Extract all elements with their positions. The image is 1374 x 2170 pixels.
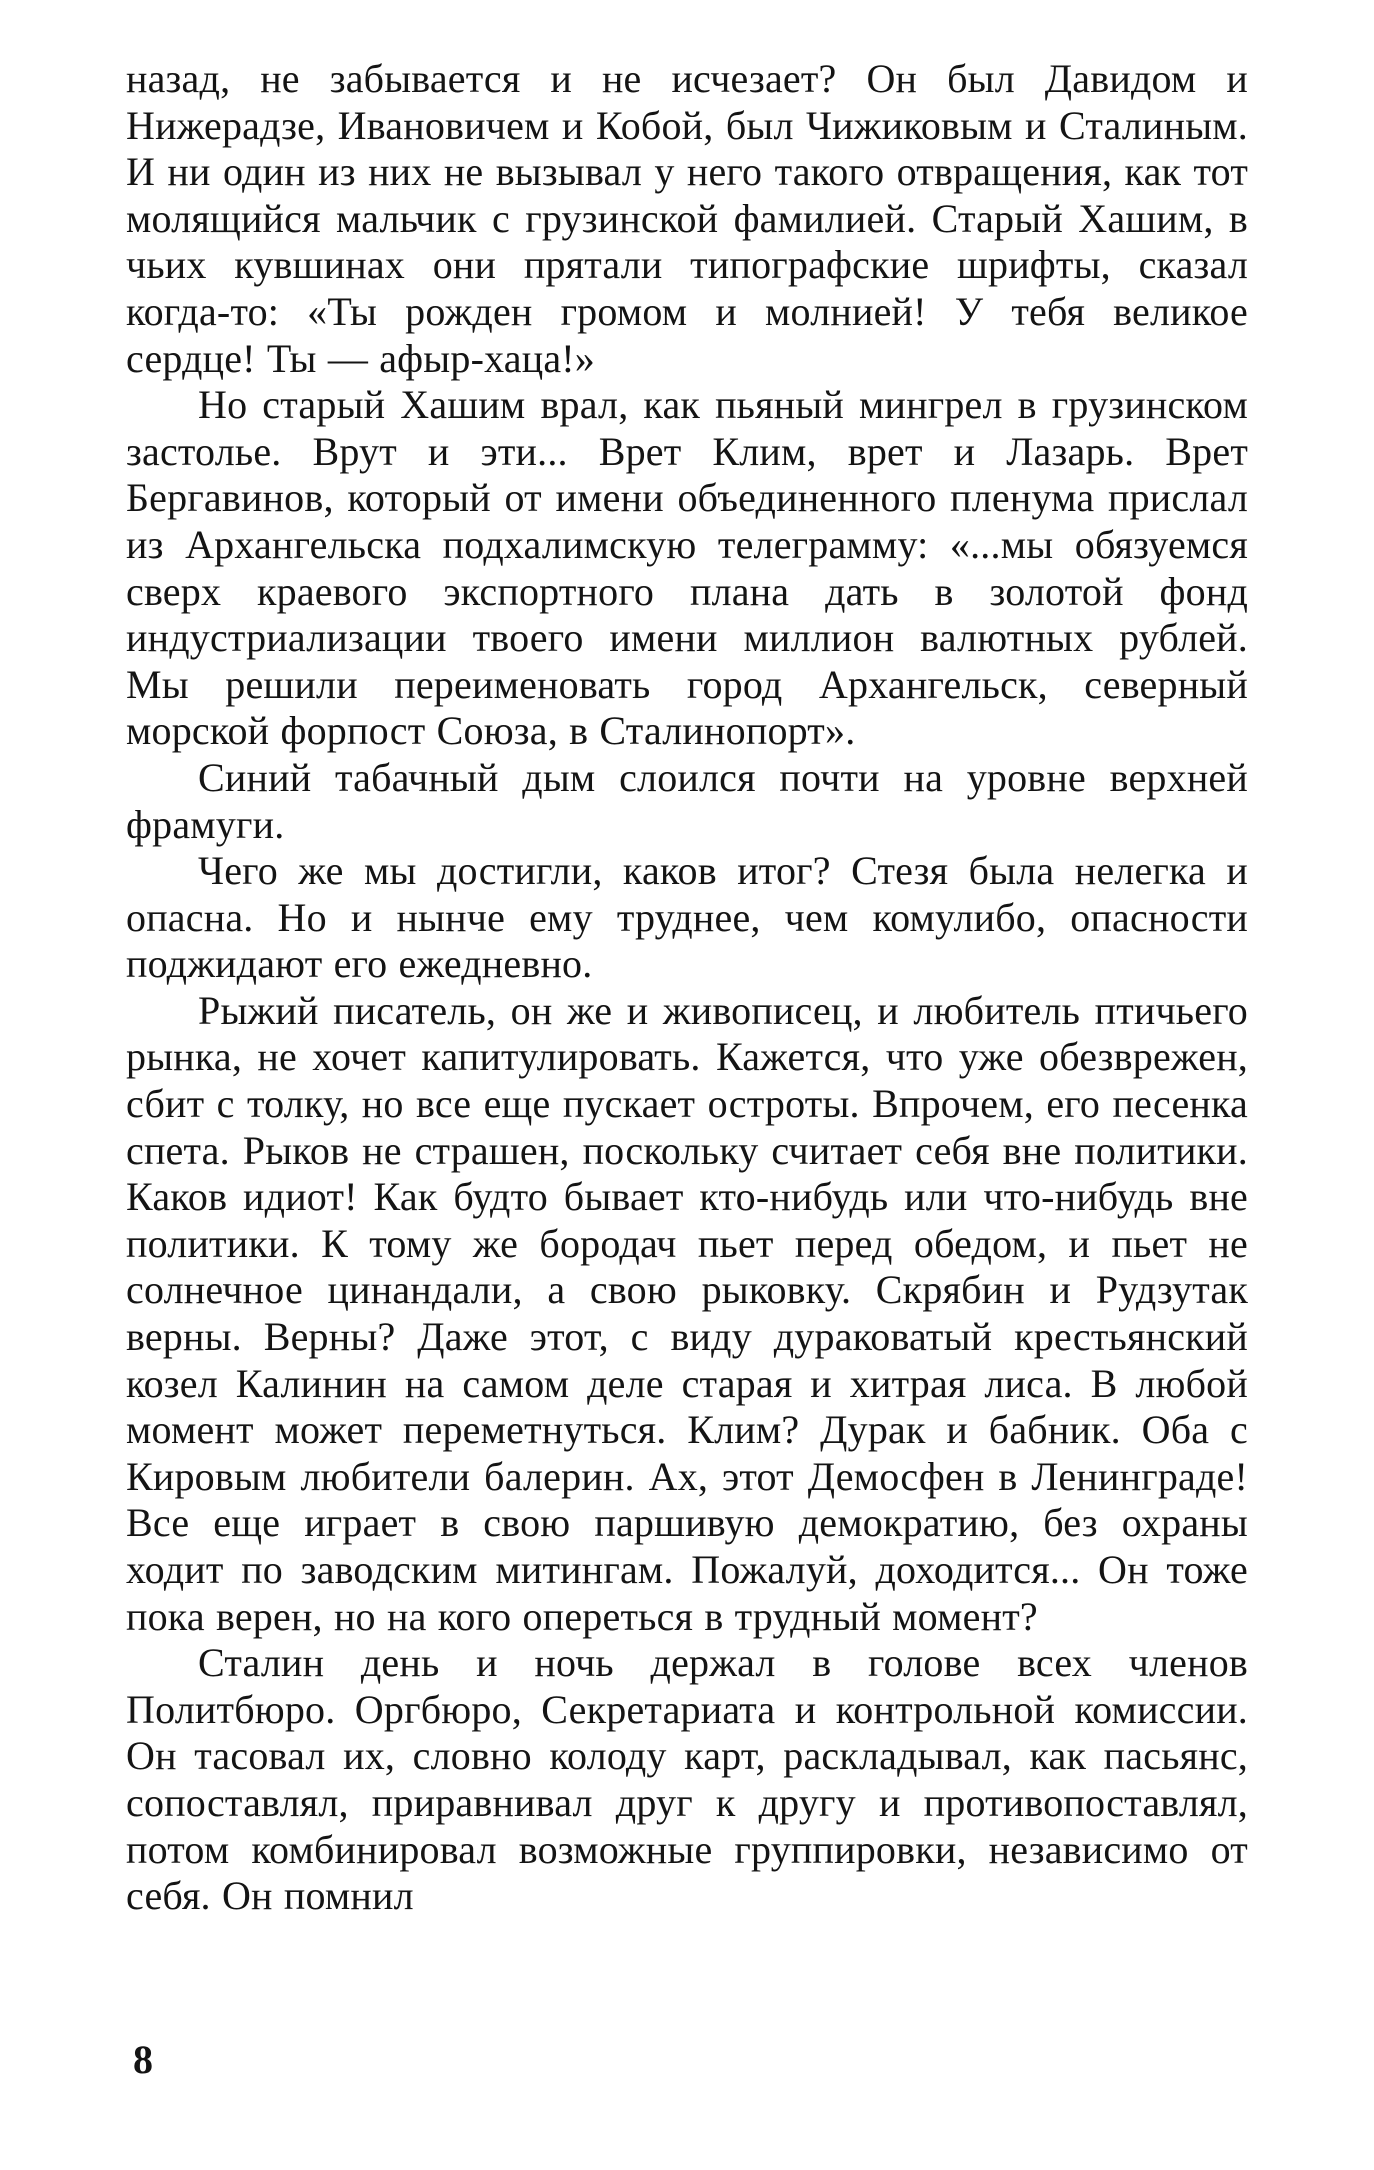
paragraph-politburo: Сталин день и ночь держал в голове всех членов Политбюро. Оргбюро, Секретариата и контрольной комиссии. Он тасовал их, словно колоду карт, раскладывал, как пасьянс, сопоставлял, приравнивал друг к другу и противопоставлял, потом комбинировал возможные группировки, независимо от себя. Он помнил — [126, 1640, 1248, 1919]
paragraph-result: Чего же мы достигли, каков итог? Стезя была нелегка и опасна. Но и нынче ему труднее, чем комулибо, опасности поджидают его ежедневно. — [126, 848, 1248, 987]
book-page-body — [126, 56, 1248, 1920]
page-number: 8 — [133, 2037, 153, 2082]
paragraph-continuation: назад, не забывается и не исчезает? Он был Давидом и Нижерадзе, Ивановичем и Кобой, был Чижиковым и Сталиным. И ни один из них не вызывал у него такого отвращения, как тот молящийся мальчик с грузинской фамилией. Старый Хашим, в чьих кувшинах они прятали типографские шрифты, сказал когда-то: «Ты рожден громом и молнией! У тебя великое сердце! Ты — афыр-хаца!» — [126, 56, 1248, 381]
paragraph-smoke: Синий табачный дым слоился почти на уровне верхней фрамуги. — [126, 754, 1248, 847]
paragraph-hashim: Но старый Хашим врал, как пьяный мингрел в грузинском застолье. Врут и эти... Врет Клим, врет и Лазарь. Врет Бергавинов, который от имени объединенного пленума прислал из Архангельска подхалимскую телеграмму: «...мы обязуемся сверх краевого экспортного плана дать в золотой фонд индустриализации твоего имени миллион валютных рублей. Мы решили переименовать город Архангельск, северный морской форпост Союза, в Сталинопорт». — [126, 382, 1248, 754]
paragraph-writer: Рыжий писатель, он же и живописец, и любитель птичьего рынка, не хочет капитулировать. Кажется, что уже обезврежен, сбит с толку, но все еще пускает остроты. Впрочем, его песенка спета. Рыков не страшен, поскольку считает себя вне политики. Каков идиот! Как будто бывает кто-нибудь или что-нибудь вне политики. К тому же бородач пьет перед обедом, и пьет не солнечное цинандали, а свою рыковку. Скрябин и Рудзутак верны. Верны? Даже этот, с виду дураковатый крестьянский козел Калинин на самом деле старая и хитрая лиса. В любой момент может переметнуться. Клим? Дурак и бабник. Оба с Кировым любители балерин. Ах, этот Демосфен в Ленинграде! Все еще играет в свою паршивую демократию, без охраны ходит по заводским митингам. Пожалуй, доходится... Он тоже пока верен, но на кого опереться в трудный момент? — [126, 987, 1248, 1639]
